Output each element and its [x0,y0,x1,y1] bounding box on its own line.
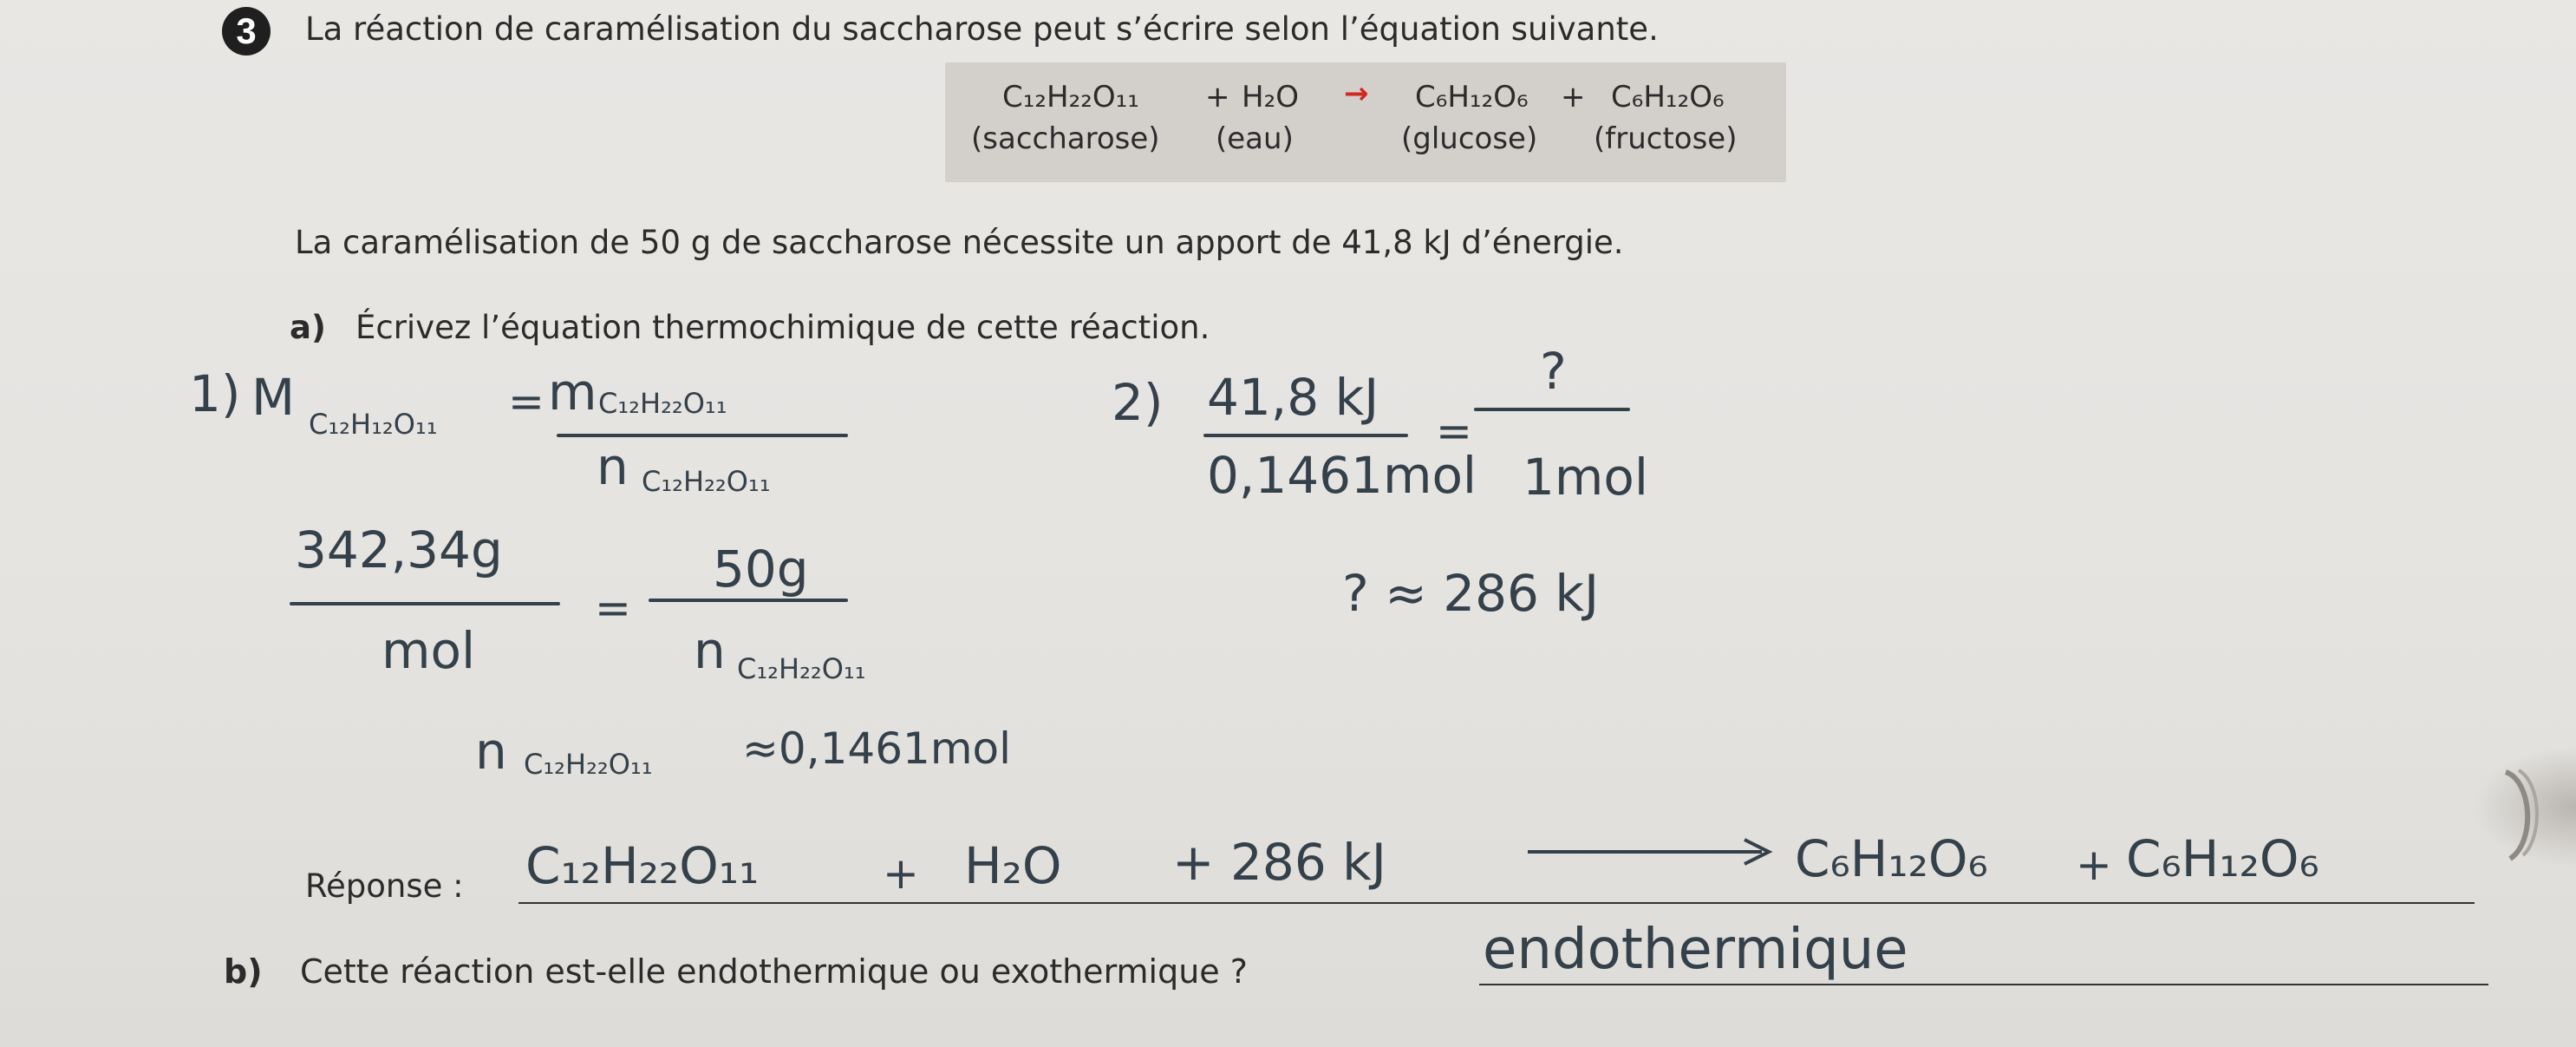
answer-a-arrow-icon [1526,833,1777,867]
answer-a-line [518,902,2475,904]
hw-molar-mass-sub: C₁₂H₁₂O₁₁ [309,408,438,441]
hw-fraction-bar-5 [1474,408,1630,411]
hw-molar-mass: M [251,368,296,427]
hw-fraction-bar-4 [1203,434,1408,437]
hw-step1-label: 1) [189,364,241,423]
hw-fraction-bar-3 [649,599,848,602]
hw-result-n-sub: C₁₂H₂₂O₁₁ [524,748,653,781]
name-eau: (eau) [1216,121,1294,156]
equation-reactant-2: H₂O [1242,80,1299,115]
hw-eq-sign-2: = [595,583,631,633]
part-b-label: b) [224,952,263,991]
response-label: Réponse : [305,867,464,905]
hw-mole: n [597,437,629,496]
hw-step2-label: 2) [1112,373,1164,432]
hw-mass-value: 50g [713,540,809,599]
hw-eq-sign-1: = [508,376,545,427]
answer-a-product-2: C₆H₁₂O₆ [2126,829,2319,888]
hw-unknown: ? [1540,342,1567,401]
answer-a-product-1: C₆H₁₂O₆ [1795,829,1988,888]
answer-a-plus-2: + [2076,840,2112,890]
part-a-label: a) [290,309,326,346]
equation-plus-1: + [1205,80,1230,115]
name-fructose: (fructose) [1594,121,1738,156]
binder-ring-icon [2488,763,2549,867]
question-statement: La caramélisation de 50 g de saccharose nécessite un apport de 41,8 kJ d’énergie. [295,224,1624,261]
name-saccharose: (saccharose) [971,121,1160,156]
answer-a-reactant-1: C₁₂H₂₂O₁₁ [525,836,760,895]
hw-energy-result: ? ≈ 286 kJ [1342,564,1600,623]
hw-mole-2-sub: C₁₂H₂₂O₁₁ [737,652,866,685]
equation-arrow-icon: → [1344,76,1369,111]
answer-a-energy: + 286 kJ [1172,833,1386,892]
equation-reactant-1: C₁₂H₂₂O₁₁ [1002,80,1139,115]
name-glucose: (glucose) [1401,121,1538,156]
hw-result-n: n [475,722,507,781]
question-number-badge [222,7,271,56]
hw-mass-sub: C₁₂H₂₂O₁₁ [598,387,727,420]
equation-product-2: C₆H₁₂O₆ [1611,80,1725,115]
answer-a-reactant-2: H₂O [964,836,1062,895]
part-a-prompt: Écrivez l’équation thermochimique de cette réaction. [355,309,1210,346]
hw-mole-value: 0,1461mol [1207,446,1477,505]
hw-result-n-value: ≈0,1461mol [742,723,1012,774]
hw-mol-unit: mol [382,621,476,680]
hw-energy-value: 41,8 kJ [1207,368,1379,427]
equation-plus-2: + [1561,80,1586,115]
hw-mass: m [548,363,597,422]
hw-one-mol: 1mol [1523,448,1648,507]
hw-mole-sub: C₁₂H₂₂O₁₁ [642,465,771,498]
answer-b-line [1479,984,2488,985]
hw-mole-2: n [694,621,726,680]
answer-a-plus-1: + [883,848,919,899]
hw-molar-value: 342,34g [295,520,503,579]
answer-b-text: endothermique [1483,918,1908,982]
question-number: 3 [236,10,257,51]
question-intro: La réaction de caramélisation du saccharose peut s’écrire selon l’équation suivante. [305,10,1659,48]
equation-product-1: C₆H₁₂O₆ [1415,80,1529,115]
hw-fraction-bar-2 [290,602,560,605]
hw-eq-sign-3: = [1436,406,1472,456]
part-b-prompt: Cette réaction est-elle endothermique ou exothermique ? [300,952,1248,991]
